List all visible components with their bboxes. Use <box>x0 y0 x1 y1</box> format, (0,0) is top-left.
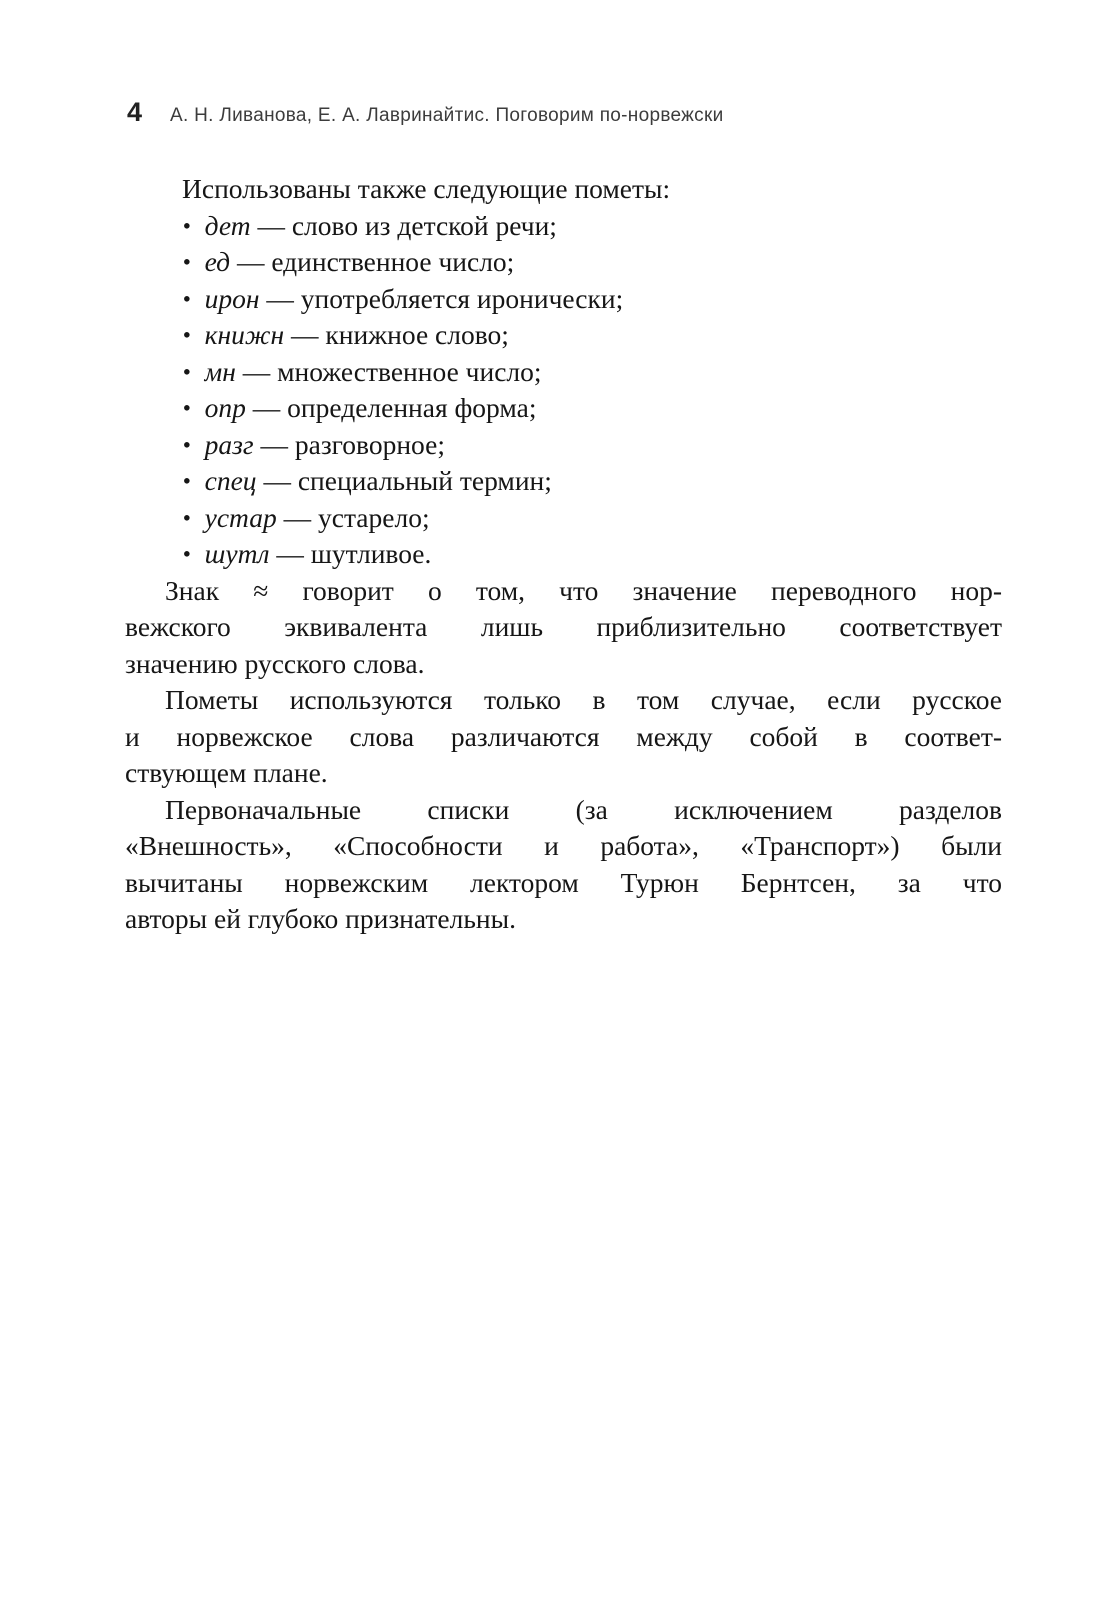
bullet-item: • книжн — книжное слово; <box>182 319 509 350</box>
page-header <box>127 99 724 126</box>
bullet-icon: • <box>182 321 191 348</box>
bullet-list <box>125 208 1002 573</box>
bullet-definition: слово из детской речи; <box>291 209 557 241</box>
bullet-item: • устар — устарело; <box>182 501 430 533</box>
paragraphs <box>125 573 1002 938</box>
bullet-item: • мн — множественное число; <box>182 355 542 387</box>
paragraph-line: ствующем плане. <box>125 757 328 788</box>
paragraph-line: Знак ≈ говорит о том, что значение переводного нор- <box>165 574 1002 606</box>
bullet-item: • опр — определенная форма; <box>182 392 537 423</box>
paragraph-line: Первоначальные списки (за исключением разделов <box>165 793 1002 825</box>
bullet-icon: • <box>182 467 191 494</box>
bullet-term: ед <box>204 246 231 277</box>
bullet-icon: • <box>182 394 191 421</box>
paragraph-line: и норвежское слова различаются между собой в соответ- <box>125 720 1002 752</box>
bullet-item: • разг — разговорное; <box>182 428 445 460</box>
bullet-definition: употребляется иронически; <box>300 282 624 314</box>
bullet-term: шутл <box>204 538 270 569</box>
bullet-definition: шутливое. <box>310 538 432 569</box>
bullet-term: устар <box>204 501 277 533</box>
bullet-item: • ирон — употребляется иронически; <box>182 282 624 314</box>
paragraph-line: вежского эквивалента лишь приблизительно соответствует <box>125 611 1002 642</box>
bullet-term: мн <box>204 355 236 387</box>
page-number: 4 <box>127 97 143 127</box>
text-block <box>125 171 1002 938</box>
bullet-term: опр <box>204 392 246 423</box>
paragraph-line: вычитаны норвежским лектором Турюн Бернтсен, за что <box>125 866 1002 898</box>
bullet-icon: • <box>182 540 191 567</box>
bullet-definition: определенная форма; <box>287 392 537 423</box>
bullet-icon: • <box>182 211 191 239</box>
bullet-item: • дет — слово из детской речи; <box>182 209 557 241</box>
bullet-icon: • <box>182 430 191 458</box>
paragraph-line: авторы ей глубоко признательны. <box>125 903 516 934</box>
paragraph <box>125 573 1002 683</box>
bullet-item: • спец — специальный термин; <box>182 465 552 496</box>
bullet-term: ирон <box>204 282 260 314</box>
bullet-item: • шутл — шутливое. <box>182 538 432 569</box>
bullet-definition: разговорное; <box>294 428 445 460</box>
bullet-definition: единственное число; <box>271 246 515 277</box>
bullet-term: спец <box>204 465 257 496</box>
intro-line: Использованы также следующие пометы: <box>182 173 671 204</box>
paragraph <box>125 792 1002 938</box>
paragraph-line: значению русского слова. <box>125 647 425 679</box>
bullet-definition: книжное слово; <box>325 319 509 350</box>
bullet-icon: • <box>182 248 191 275</box>
bullet-definition: устарело; <box>318 501 430 533</box>
bullet-icon: • <box>182 284 191 312</box>
paragraph-line: Пометы используются только в том случае, если русское <box>165 684 1002 715</box>
bullet-definition: специальный термин; <box>297 465 552 496</box>
bullet-definition: множественное число; <box>277 355 542 387</box>
bullet-item: • ед — единственное число; <box>182 246 515 277</box>
bullet-term: разг <box>204 428 254 460</box>
bullet-icon: • <box>182 357 191 385</box>
paragraph <box>125 682 1002 792</box>
bullet-term: дет <box>204 209 251 241</box>
running-title: А. Н. Ливанова, Е. А. Лавринайтис. Поговорим по-норвежски <box>170 105 724 126</box>
paragraph-line: «Внешность», «Способности и работа», «Транспорт») были <box>125 830 1002 861</box>
bullet-term: книжн <box>204 319 285 350</box>
bullet-icon: • <box>182 503 191 531</box>
